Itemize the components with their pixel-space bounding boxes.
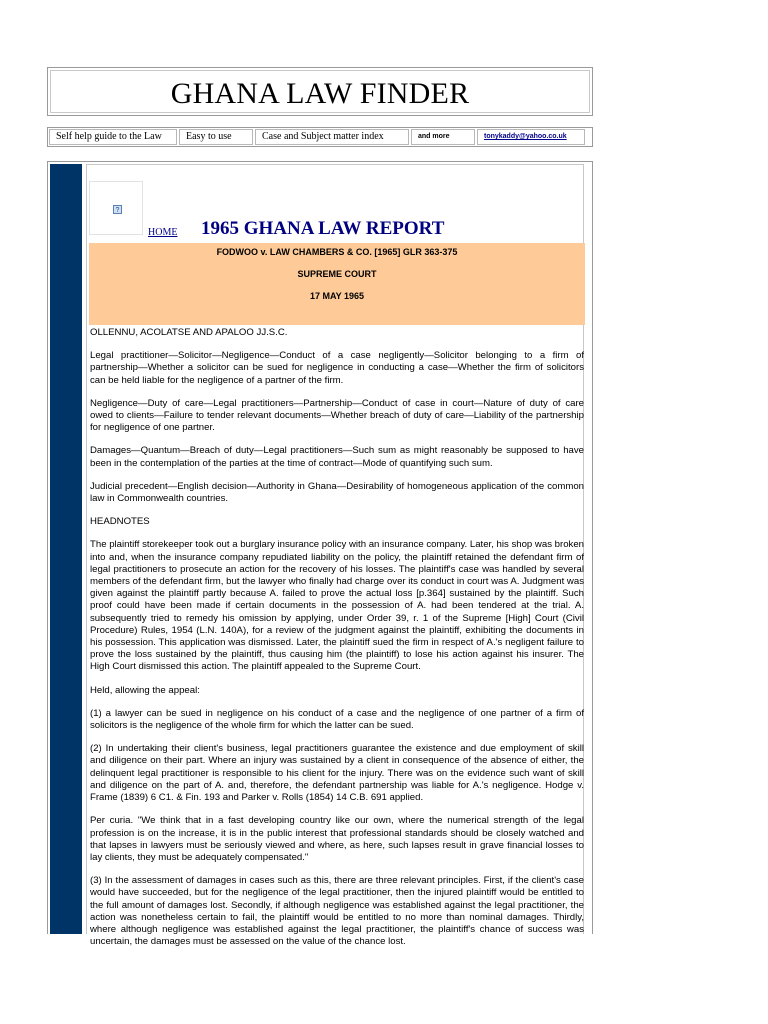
nav-and-more[interactable]: and more — [411, 129, 475, 145]
nav-bar — [47, 127, 593, 147]
catchwords-paragraph: Legal practitioner—Solicitor—Negligence—Conduct of a case negligently—Solicitor belonging to a firm of partnership—Whether a solicitor can be sued for negligence in conducting a case—Whether the firm of solicitors can be held liable for the negligence of a partner of the firm. — [90, 350, 584, 386]
site-header-inner — [50, 70, 590, 113]
court-name: SUPREME COURT — [297, 269, 377, 279]
content-area — [86, 164, 584, 948]
headnote-paragraph: The plaintiff storekeeper took out a burglary insurance policy with an insurance company. Later, his shop was broken into and, when the insurance company repudiated liability on the policy, the plaintiff retained the defendant firm of legal practitioners to prosecute an action for the recovery of his losses. The plaintiff's case was handled by several members of the defendant firm, but the lawyer who finally had charge over its conduct in court was A. Judgment was given against the plaintiff partly because A. failed to prove the actual loss [p.364] sustained by the plaintiff. Such proof could have been made if certain documents in the possession of A. had been tendered at the trial. A. subsequently tried to remedy his omission by applying, under Order 39, r. 1 of the Supreme [High] Court (Civil Procedure) Rules, 1954 (L.N. 140A), for a review of the judgment against the plaintiff, exhibiting the documents in his possession. This application was dismissed. Later, the plaintiff sued the firm in respect of A.'s negligent failure to prove the loss sustained by the plaintiff, thus causing him (the plaintiff) to lose his action against his insurer. The High Court dismissed this action. The plaintiff appealed to the Supreme Court. — [90, 539, 584, 673]
headnotes-heading: HEADNOTES — [90, 516, 150, 528]
sidebar — [50, 164, 82, 934]
main-container — [47, 161, 593, 948]
per-curia-paragraph: Per curia. "We think that in a fast developing country like our own, where the numerical strength of the legal profession is on the increase, it is in the public interest that professional standards should be closely watched and that lapses in lawyers must be seriously viewed and where, as here, such lapses result in grave financial losses to lay clients, they must be adequately compensated." — [90, 815, 584, 863]
site-header — [47, 67, 593, 116]
nav-case-index[interactable]: Case and Subject matter index — [255, 129, 409, 145]
home-link[interactable]: HOME — [148, 227, 178, 238]
report-body — [90, 327, 584, 959]
case-date: 17 MAY 1965 — [309, 291, 365, 301]
holding-paragraph: (2) In undertaking their client's business, legal practitioners guarantee the existence and due employment of skill and diligence on their part. Where an injury was sustained by a client in consequence of the absence of either, the delinquent legal practitioner is responsible to his client for the injury. There was on the evidence such want of skill and diligence on the part of A. and, therefore, the defendant partnership was liable for A.'s negligence. Hodge v. Frame (1839) 6 C1. & Fin. 193 and Parker v. Rolls (1854) 14 C.B. 691 applied. — [90, 743, 584, 804]
nav-easy-to-use[interactable]: Easy to use — [179, 129, 253, 145]
broken-image-icon: ? — [113, 205, 122, 214]
holding-paragraph: (1) a lawyer can be sued in negligence on his conduct of a case and the negligence of one partner of a firm of solicitors is the negligence of the whole firm for which the latter can be sued. — [90, 707, 584, 732]
case-header — [89, 243, 585, 325]
catchwords-paragraph: Judicial precedent—English decision—Authority in Ghana—Desirability of homogeneous application of the common law in Commonwealth countries. — [90, 480, 584, 505]
held-paragraph: Held, allowing the appeal: — [90, 684, 200, 696]
judges: OLLENNU, ACOLATSE AND APALOO JJ.S.C. — [90, 327, 288, 338]
holding-paragraph: (3) In the assessment of damages in cases such as this, there are three relevant principles. First, if the client's case would have succeeded, but for the negligence of the legal practitioner, then the injured plaintiff would be entitled to the full amount of damages lost. Secondly, if although negligence was established against the legal practitioner, the action was nonetheless certain to fail, the plaintiff would be entitled to no more than nominal damages. Thirdly, where although negligence was established against the legal practitioner, the plaintiff's chance of success was uncertain, the damages must be assessed on the value of the chance lost. — [90, 875, 584, 948]
case-name: FODWOO v. LAW CHAMBERS & CO. [1965] GLR 363-375 — [216, 247, 458, 257]
broken-image — [89, 181, 143, 235]
nav-email-link[interactable]: tonykaddy@yahoo.co.uk — [477, 129, 585, 145]
site-title: GHANA LAW FINDER — [170, 77, 470, 110]
catchwords-paragraph: Negligence—Duty of care—Legal practitioners—Partnership—Conduct of case in court—Nature of duty of care owed to clients—Failure to tender relevant documents—Whether breach of duty of care—Liability of the partnership for negligence of one partner. — [90, 397, 584, 434]
report-title: 1965 GHANA LAW REPORT — [201, 218, 445, 239]
catchwords-paragraph: Damages—Quantum—Breach of duty—Legal practitioners—Such sum as might reasonably be supposed to have been in the contemplation of the parties at the time of contract—Mode of quantifying such sum. — [90, 445, 584, 469]
nav-self-help[interactable]: Self help guide to the Law — [49, 129, 177, 145]
